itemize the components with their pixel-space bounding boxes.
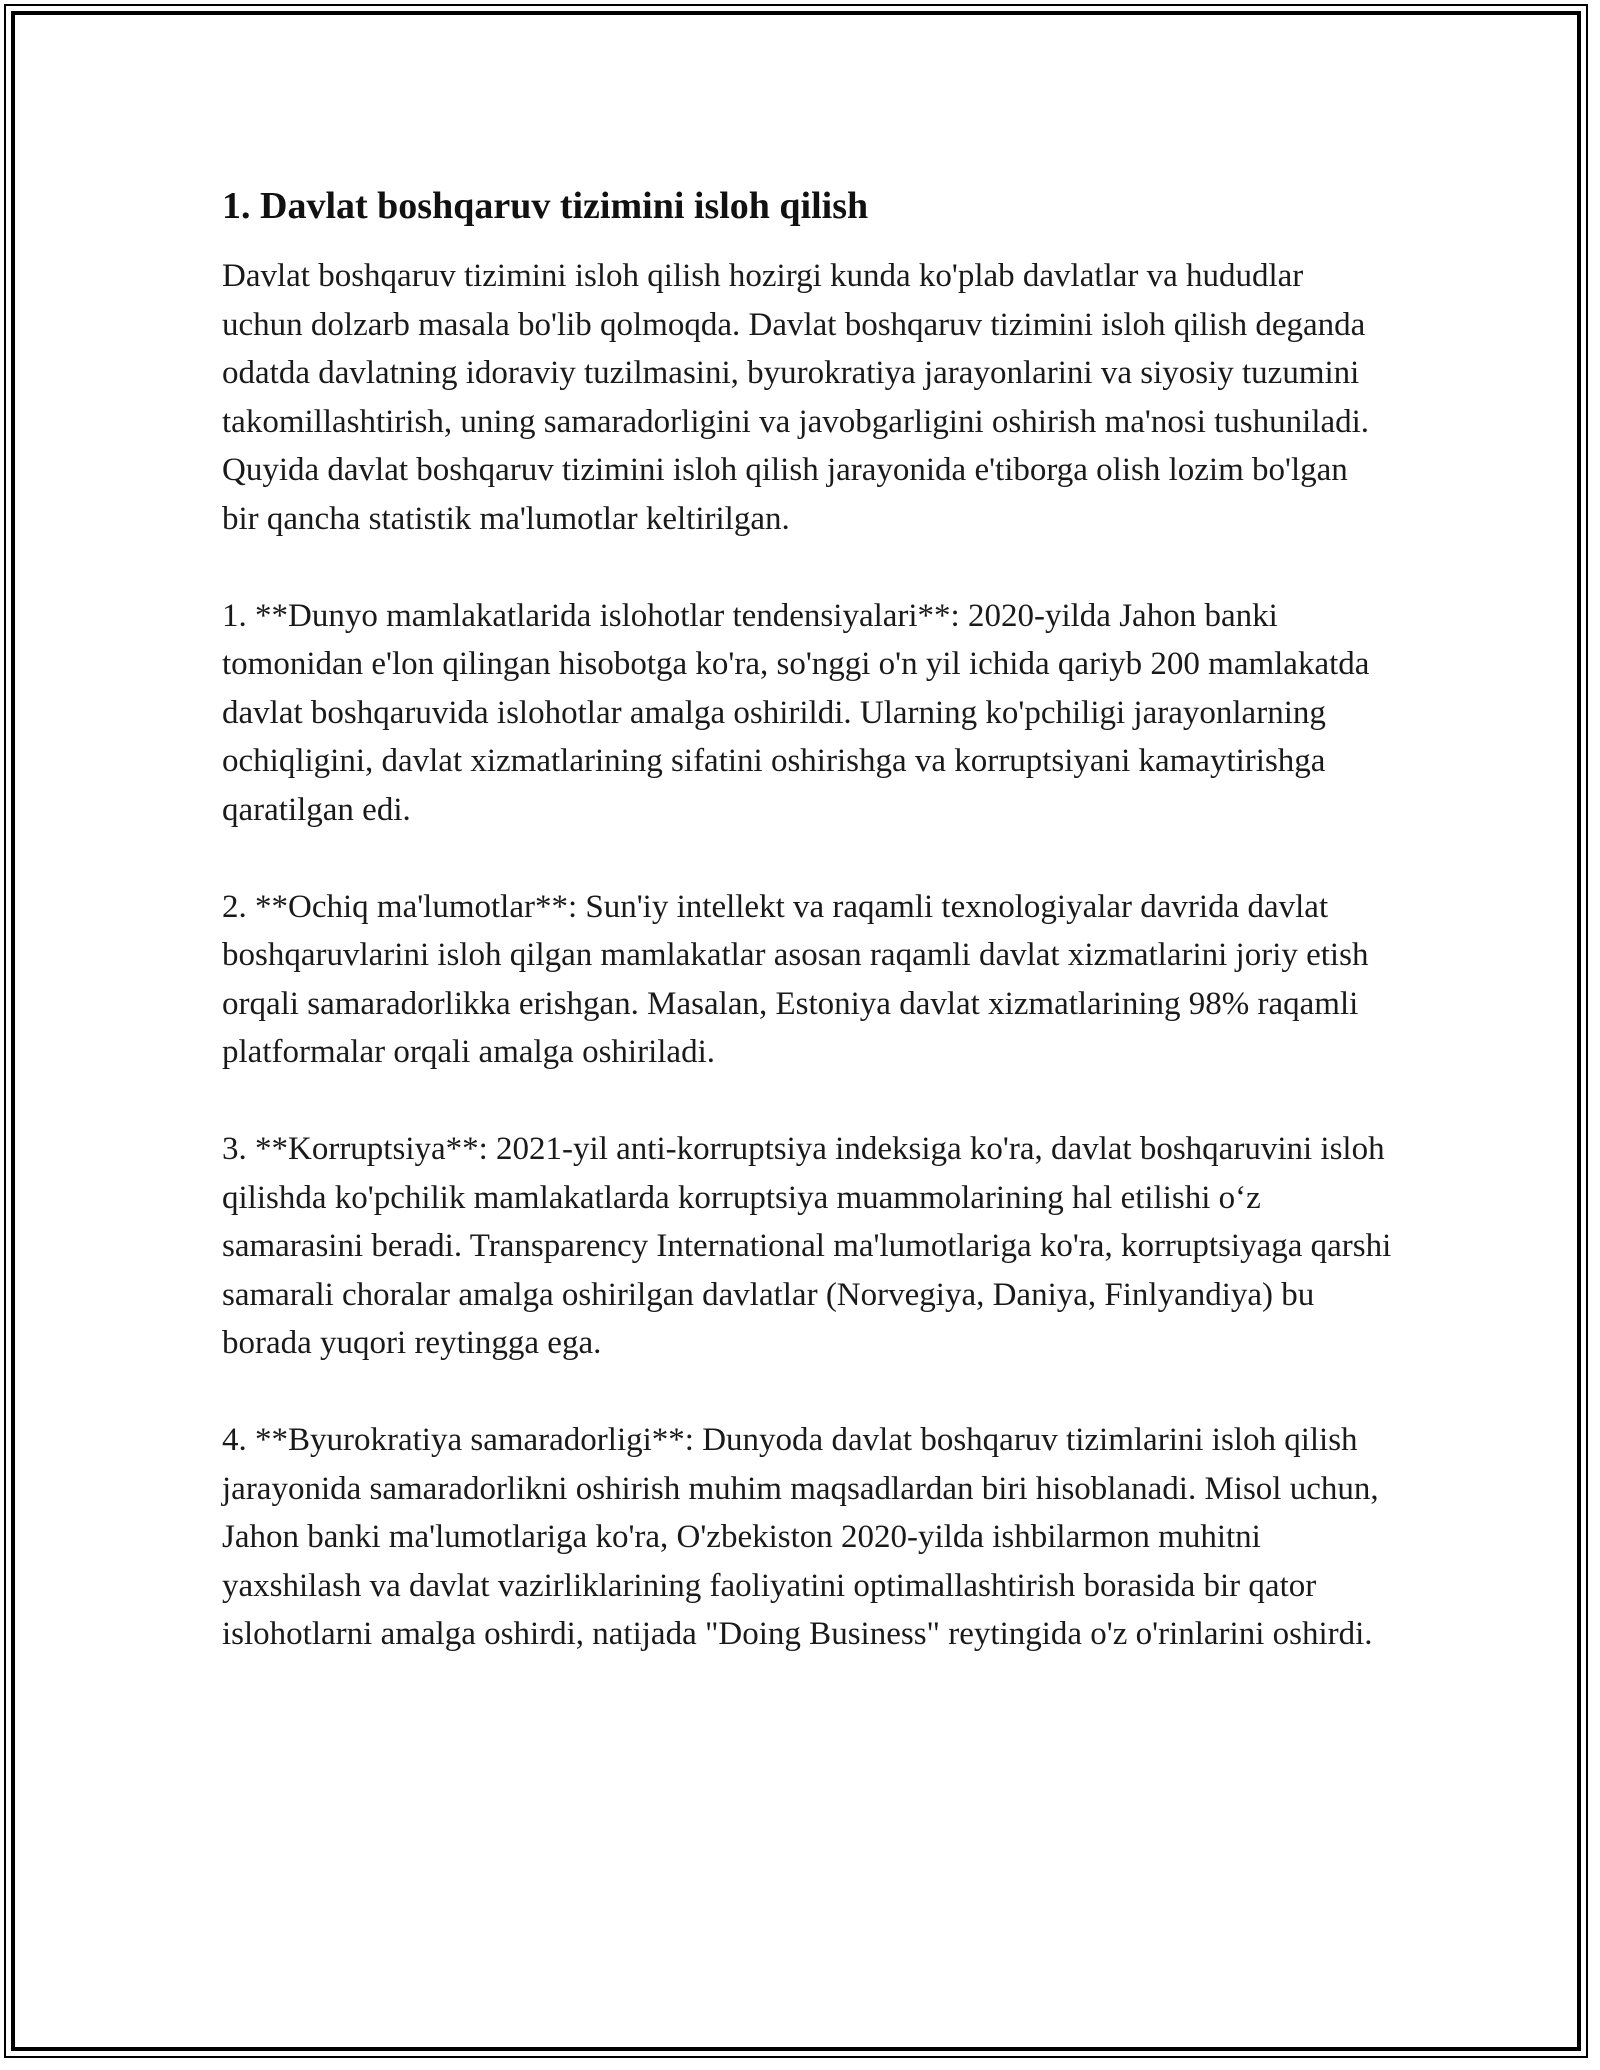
open-data-paragraph: 2. **Ochiq ma'lumotlar**: Sun'iy intellekt va raqamli texnologiyalar davrida davlat boshqaruvlarini isloh qilgan mamlakatlar asosan raqamli davlat xizmatlarini joriy etish orqali samaradorlikka erishgan. Masalan, Estoniya davlat xizmatlarining 98% raqamli platformalar orqali amalga oshiriladi.	[222, 888, 1369, 1070]
section-heading: 1. Davlat boshqaruv tizimini isloh qilish	[222, 185, 869, 227]
document-body	[222, 182, 1392, 1707]
corruption-paragraph: 3. **Korruptsiya**: 2021-yil anti-korruptsiya indeksiga ko'ra, davlat boshqaruvini isloh qilishda ko'pchilik mamlakatlarda korruptsiya muammolarining hal etilishi o‘z samarasini beradi. Transparency International ma'lumotlariga ko'ra, korruptsiyaga qarshi samarali choralar amalga oshirilgan davlatlar (Norvegiya, Daniya, Finlyandiya) bu borada yuqori reytingga ega.	[222, 1131, 1392, 1361]
intro-paragraph: Davlat boshqaruv tizimini isloh qilish hozirgi kunda ko'plab davlatlar va hududlar uchun dolzarb masala bo'lib qolmoqda. Davlat boshqaruv tizimini isloh qilish deganda odatda davlatning idoraviy tuzilmasini, byurokratiya jarayonlarini va siyosiy tuzumini takomillashtirish, uning samaradorligini va javobgarligini oshirish ma'nosi tushuniladi. Quyida davlat boshqaruv tizimini isloh qilish jarayonida e'tiborga olish lozim bo'lgan bir qancha statistik ma'lumotlar keltirilgan.	[222, 258, 1370, 537]
bureaucracy-efficiency-paragraph: 4. **Byurokratiya samaradorligi**: Dunyoda davlat boshqaruv tizimlarini isloh qilish jarayonida samaradorlikni oshirish muhim maqsadlardan biri hisoblanadi. Misol uchun, Jahon banki ma'lumotlariga ko'ra, O'zbekiston 2020-yilda ishbilarmon muhitni yaxshilash va davlat vazirliklarining faoliyatini optimallashtirish borasida bir qator islohotlarni amalga oshirdi, natijada "Doing Business" reytingida o'z o'rinlarini oshirdi.	[222, 1422, 1379, 1652]
reform-trends-paragraph: 1. **Dunyo mamlakatlarida islohotlar tendensiyalari**: 2020-yilda Jahon banki tomonidan e'lon qilingan hisobotga ko'ra, so'nggi o'n yil ichida qariyb 200 mamlakatda davlat boshqaruvida islohotlar amalga oshirildi. Ularning ko'pchiligi jarayonlarning ochiqligini, davlat xizmatlarining sifatini oshirishga va korruptsiyani kamaytirishga qaratilgan edi.	[222, 597, 1370, 828]
